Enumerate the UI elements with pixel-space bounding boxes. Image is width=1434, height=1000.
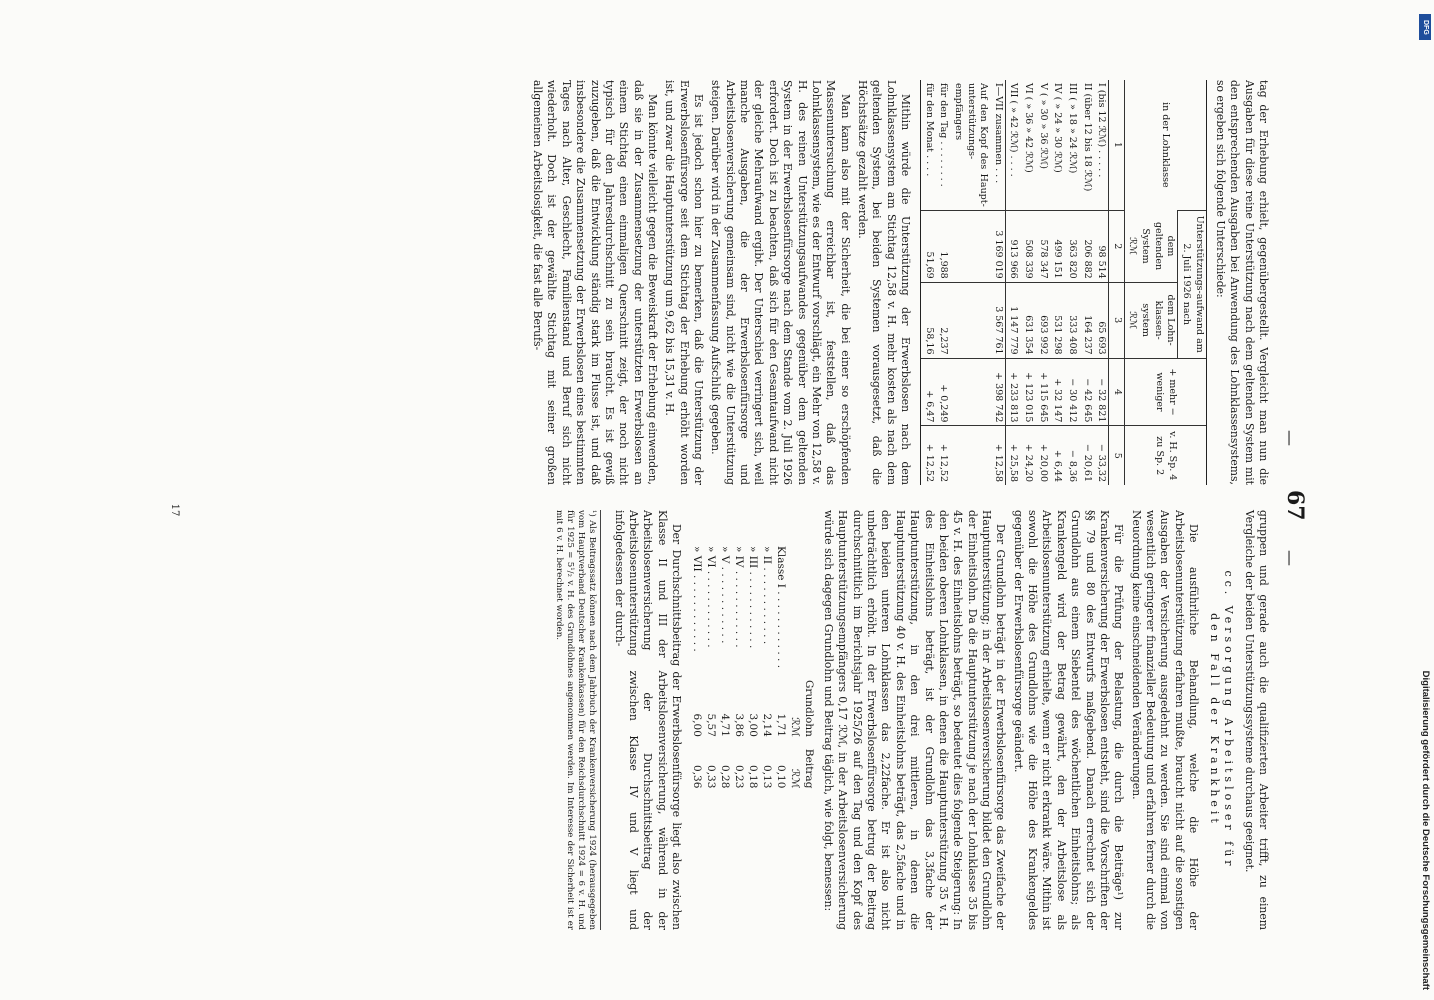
table-sum-row: I—VII zusammen . . . 3 169 019 3 567 761 + 398 742 + 12,58: [990, 80, 1005, 485]
page-footer-mark: 17: [169, 503, 180, 517]
col-header-beitrag: Beitrag: [802, 748, 815, 789]
right-column: [553, 510, 1270, 930]
table-row: Klasse I . . . . . . . . . . . . 1,71 0,10: [774, 546, 787, 789]
table-row: » III . . . . . . . . . . . . 3,00 0,18: [746, 546, 759, 789]
col-num: 2: [1109, 210, 1125, 282]
contribution-table: [689, 510, 815, 930]
page-dash-right: —: [1281, 550, 1300, 566]
col-header-lohn: dem Lohn-klassen-system ℛℳ: [1124, 282, 1178, 358]
paragraph: Für die Prüfung der Belastung, die durch die Beiträge¹) zur Krankenversicherung der Erwerbslosen entsteht, sind die Vorschriften der §§ 79 und 80 des Entwurfs maßgebend. Danach errechnet sich der Grundlohn aus einem Siebentel des wöchentlichen Einheitslohns; als Krankengeld wird der Betrag gewährt, den der Arbeitslose als Arbeitslosenunterstützung erhielte, wenn er nicht erkrankt wäre. Mithin ist sowohl die Höhe des Grundlohns wie die Höhe des Krankengeldes gegenüber der Erwerbslosenfürsorge geändert.: [1011, 510, 1126, 930]
left-column: [527, 80, 1270, 485]
col-header-grundlohn: Grundlohn: [802, 680, 815, 737]
col-header-diff: + mehr − weniger: [1124, 358, 1206, 426]
table-row: » VII . . . . . . . . . . . . 6,00 0,36: [691, 546, 704, 789]
table-row: I (bis 12 ℛℳ) . . . . . 98 514 65 693 − 32 821 − 33,32: [1094, 80, 1109, 485]
table-row: » II . . . . . . . . . . . . 2,14 0,13: [760, 546, 773, 789]
col-header-geltend: dem geltenden System ℛℳ: [1124, 210, 1178, 282]
col-num: 3: [1109, 282, 1125, 358]
paragraph: Mithin würde die Unterstützung der Erwerbslosen nach dem Lohnklassensystem am Stichtag 12,58 v. H. mehr kosten als nach dem geltenden System, bei beiden Systemen vorausgesetzt, daß die Höchstsätze gezahlt werden.: [855, 80, 913, 485]
paragraph: Es ist jedoch schon hier zu bemerken, daß die Unterstützung der Erwerbslosenfürsorge seit dem Stichtag der Erhebung erhöht worden ist, und zwar die Hauptunterstützung um 9,62 bis 15,31 v. H.: [663, 80, 706, 485]
paragraph: Die ausführliche Behandlung, welche die Höhe der Arbeitslosenunterstützung erfahren mußte, braucht nicht auf die sonstigen Ausgaben der Versicherung ausgedehnt zu werden. Sie sind einmal von wesentlich geringerer finanzieller Bedeutung und erfahren ferner durch die Neuordnung keine einschneidenden Veränderungen.: [1129, 510, 1201, 930]
dfg-logo: DFG: [1419, 14, 1431, 40]
paragraph: Man kann also mit der Sicherheit, die bei einer so erschöpfenden Massenuntersuchung erreichbar ist, feststellen, daß das Lohnklassensystem, wie es der Entwurf vorschlägt, ein Mehr von 12,58 v. H. des reinen Unterstützungsaufwandes gegenüber dem geltenden System in der Erwerbslosenfürsorge nach dem Stande vom 2. Juli 1926 erfordert. Doch ist zu beachten, daß sich für den Gesamtaufwand nicht der gleiche Mehraufwand ergibt. Der Unterschied verringert sich, weil manche Ausgaben, die der Erwerbslosenfürsorge und Arbeitslosenversicherung gemeinsam sind, nicht wie die Unterstützung steigen. Darüber wird in der Zusammenfassung Aufschluß gegeben.: [709, 80, 852, 485]
col-num: 1: [1109, 80, 1125, 210]
page-number: 67: [1282, 490, 1308, 521]
table-row: » VI . . . . . . . . . . . . 5,57 0,33: [705, 546, 718, 789]
col-num: 4: [1109, 358, 1125, 426]
table-row: V ( » 30 » 36 ℛℳ) 578 347 693 992 + 115 645 + 20,00: [1035, 80, 1050, 485]
col-header-percent: v. H. Sp. 4 zu Sp. 2: [1124, 426, 1206, 485]
paragraph: gruppen und gerade auch die qualifizierten Arbeiter trifft, zu einem Vergleiche der beiden Unterstützungssysteme durchaus geeignet.: [1242, 510, 1270, 930]
table-row: IV ( » 24 » 30 ℛℳ) 499 151 531 298 + 32 147 + 6,44: [1050, 80, 1065, 485]
section-heading: cc. Versorgung Arbeitsloser für den Fall der Krankheit: [1207, 570, 1236, 870]
dfg-sidebar: [1418, 8, 1432, 990]
table-row: » V . . . . . . . . . . . . 4,71 0,28: [718, 546, 731, 789]
table-row: » IV . . . . . . . . . . . . 3,86 0,23: [732, 546, 745, 789]
paragraph: Man könnte vielleicht gegen die Beweiskraft der Erhebung einwenden, daß sie in der Zusammensetzung der unterstützten Erwerbslosen an einem Stichtag einen einmaligen Querschnitt zeigt, der noch nicht typisch für den Jahresdurchschnitt zu sein braucht. Es ist gewiß zuzugeben, daß die Entwicklung ständig stark im Flusse ist, und daß insbesondere die Zusammensetzung der Erwerbslosen eines bestimmten Tages nach Alter, Geschlecht, Familienstand und Beruf sich nicht wiederholt. Doch ist der gewählte Stichtag mit seiner großen allgemeinen Arbeitslosigkeit, die fast alle Berufs-: [531, 80, 659, 485]
table-row: VI ( » 36 » 42 ℛℳ) 508 339 631 354 + 123 015 + 24,20: [1020, 80, 1035, 485]
dfg-funding-note: Digitalisierung gefördert durch die Deutsche Forschungsgemeinschaft: [1420, 670, 1431, 990]
comparison-table: [920, 80, 1207, 485]
unit-label: ℛℳ: [788, 717, 801, 737]
paragraph: tag der Erhebung erhielt, gegenübergestellt. Vergleicht man nun die Ausgaben für diese reine Unterstützung nach dem geltenden System mit den entsprechenden Ausgaben bei Anwendung des Lohnklassensystems, so ergeben sich folgende Unterschiede:: [1213, 80, 1270, 485]
col-header-class: in der Lohnklasse: [1124, 80, 1206, 210]
table-row: für den Tag . . . . . . . . 1,988 2,237 + 0,249 + 12,52: [936, 80, 951, 485]
table-row: III ( » 18 » 24 ℛℳ) 363 820 333 408 − 30 412 − 8,36: [1064, 80, 1079, 485]
unit-label: ℛℳ: [788, 768, 801, 789]
table-row: für den Monat . . . . 51,69 58,16 + 6,47 + 12,52: [921, 80, 936, 485]
col-header-aufwand: Unterstützungs-aufwand am 2. Juli 1926 nach: [1178, 210, 1206, 358]
paragraph: Der Grundlohn beträgt in der Erwerbslosenfürsorge das Zweifache der Hauptunterstützung; in der Arbeitslosenversicherung bildet den Grundlohn der Einheitslohn. Da die Hauptunterstützung je nach der Lohnklasse 35 bis 45 v. H. des Einheitslohns beträgt, so bedeutet dies folgende Steigerung: In den beiden oberen Lohnklassen, in denen die Hauptunterstützung 35 v. H. des Einheitslohns beträgt, ist der Grundlohn das 3,3fache der Hauptunterstützung, in den drei mittleren, in denen die Hauptunterstützung 40 v. H. des Einheitslohns beträgt, das 2,5fache und in den beiden unteren Lohnklassen das 2,22fache. Er ist also nicht unbeträchtlich erhöht. In der Erwerbslosenfürsorge betrug der Beitrag durchschnittlich im Berichtsjahr 1925/26 auf den Tag und den Kopf des Hauptunterstützungsempfängers 0,17 ℛℳ, in der Arbeitslosenversicherung würde sich dagegen Grundlohn und Beitrag täglich, wie folgt, bemessen:: [822, 510, 1008, 930]
table-row: VII ( » 42 ℛℳ) . . . . 913 966 1 147 779 + 233 813 + 25,58: [1005, 80, 1020, 485]
paragraph: Der Durchschnittsbeitrag der Erwerbslosenfürsorge liegt also zwischen Klasse II und III der Arbeitslosenversicherung, während in der Arbeitslosenversicherung der Durchschnittsbeitrag der Arbeitslosenunterstützung zwischen Klasse IV und V liegt und infolgedessen der durch-: [612, 510, 684, 930]
table-row: Auf den Kopf des Haupt-unterstützungs-empfängers: [950, 80, 990, 485]
footnote: ¹) Als Beitragssatz können nach dem Jahrbuch der Krankenversicherung 1924 (herausgegeben vom Hauptverband Deutscher Krankenkassen) für den Reichsdurchschnitt 1924 = 6 v. H. und für 1925 = 5¹/₂ v. H. des Grundlohnes angenommen werden. Im Interesse der Sicherheit ist er mit 6 v. H. berechnet worden.: [553, 510, 602, 930]
page-dash-left: —: [1281, 430, 1300, 446]
table-row: II (über 12 bis 18 ℛℳ) 206 882 164 237 − 42 645 − 20,61: [1079, 80, 1094, 485]
col-num: 5: [1109, 426, 1125, 485]
rotated-page: [120, 80, 1310, 940]
